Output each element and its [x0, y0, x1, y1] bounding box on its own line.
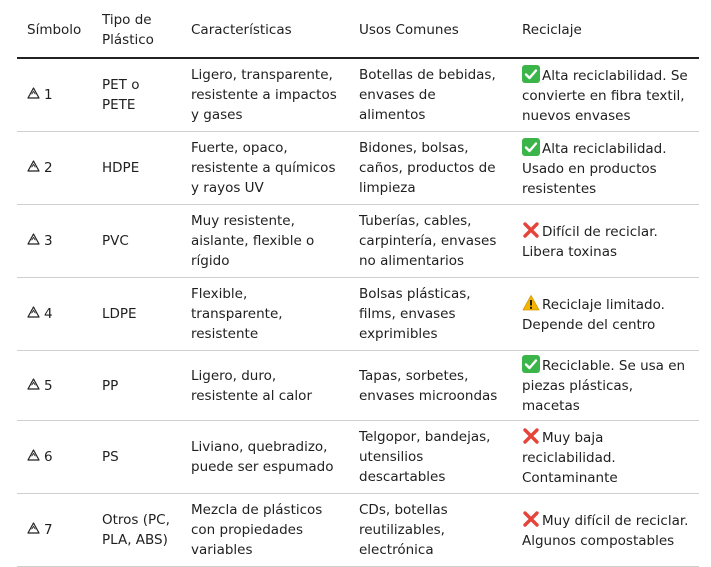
plastic-type-cell: HDPE — [92, 132, 181, 205]
uses-cell: Tuberías, cables, carpintería, envases no alimentarios — [349, 205, 512, 278]
resin-number: 6 — [44, 449, 53, 465]
recycle-triangle-icon — [27, 376, 40, 396]
table-row — [17, 351, 699, 421]
recycling-text: Alta reciclabilidad. Se convierte en fibra textil, nuevos envases — [522, 67, 688, 124]
recycling-text: Difícil de reciclar. Libera toxinas — [522, 223, 658, 260]
symbol-cell — [17, 278, 92, 351]
table-row — [17, 205, 699, 278]
recycling-text: Muy baja reciclabilidad. Contaminante — [522, 429, 618, 486]
recycling-cell — [512, 205, 699, 278]
features-cell: Ligero, transparente, resistente a impactos y gases — [181, 58, 349, 132]
recycle-triangle-icon — [27, 304, 40, 324]
uses-cell: Botellas de bebidas, envases de alimentos — [349, 58, 512, 132]
recycling-text: Alta reciclabilidad. Usado en productos resistentes — [522, 140, 667, 197]
symbol-cell — [17, 205, 92, 278]
resin-number: 3 — [44, 233, 53, 249]
features-cell: Liviano, quebradizo, puede ser espumado — [181, 421, 349, 494]
plastics-table-container — [17, 4, 699, 567]
table-row — [17, 132, 699, 205]
recycling-cell — [512, 132, 699, 205]
symbol-cell — [17, 58, 92, 132]
cross-icon — [522, 224, 542, 240]
plastics-table — [17, 4, 699, 567]
symbol-cell — [17, 421, 92, 494]
recycling-text: Reciclaje limitado. Depende del centro — [522, 296, 665, 333]
recycling-text: Reciclable. Se usa en piezas plásticas, macetas — [522, 358, 686, 414]
resin-number: 4 — [44, 306, 53, 322]
recycling-text: Muy difícil de reciclar. Algunos compostables — [522, 512, 689, 549]
plastic-type-cell: Otros (PC, PLA, ABS) — [92, 494, 181, 567]
symbol-cell — [17, 351, 92, 421]
features-cell: Ligero, duro, resistente al calor — [181, 351, 349, 421]
cross-icon — [522, 430, 542, 446]
symbol-cell — [17, 132, 92, 205]
plastic-type-cell: PS — [92, 421, 181, 494]
recycling-cell — [512, 421, 699, 494]
resin-number: 5 — [44, 377, 53, 394]
header-recycling: Reciclaje — [512, 4, 699, 58]
plastic-type-cell: PP — [92, 351, 181, 421]
resin-number: 2 — [44, 160, 53, 176]
header-uses: Usos Comunes — [349, 4, 512, 58]
uses-cell: Bidones, bolsas, caños, productos de limpieza — [349, 132, 512, 205]
recycling-cell — [512, 58, 699, 132]
check-icon — [522, 68, 542, 84]
recycle-triangle-icon — [27, 231, 40, 251]
check-icon — [522, 141, 542, 157]
features-cell: Flexible, transparente, resistente — [181, 278, 349, 351]
uses-cell: CDs, botellas reutilizables, electrónica — [349, 494, 512, 567]
check-icon — [522, 358, 542, 374]
recycle-triangle-icon — [27, 158, 40, 178]
recycle-triangle-icon — [27, 85, 40, 105]
header-type: Tipo de Plástico — [92, 4, 181, 58]
header-features: Características — [181, 4, 349, 58]
resin-number: 7 — [44, 522, 53, 538]
table-row — [17, 494, 699, 567]
recycling-cell — [512, 278, 699, 351]
features-cell: Fuerte, opaco, resistente a químicos y rayos UV — [181, 132, 349, 205]
uses-cell: Telgopor, bandejas, utensilios descartables — [349, 421, 512, 494]
table-row — [17, 58, 699, 132]
recycle-triangle-icon — [27, 447, 40, 467]
plastic-type-cell: LDPE — [92, 278, 181, 351]
plastic-type-cell: PET o PETE — [92, 58, 181, 132]
resin-number: 1 — [44, 87, 53, 103]
recycling-cell — [512, 351, 699, 421]
uses-cell: Bolsas plásticas, films, envases exprimibles — [349, 278, 512, 351]
cross-icon — [522, 513, 542, 529]
uses-cell: Tapas, sorbetes, envases microondas — [349, 351, 512, 421]
header-symbol: Símbolo — [17, 4, 92, 58]
symbol-cell — [17, 494, 92, 567]
features-cell: Muy resistente, aislante, flexible o rígido — [181, 205, 349, 278]
features-cell: Mezcla de plásticos con propiedades variables — [181, 494, 349, 567]
recycle-triangle-icon — [27, 520, 40, 540]
plastic-type-cell: PVC — [92, 205, 181, 278]
table-row — [17, 278, 699, 351]
table-row — [17, 421, 699, 494]
warning-icon — [522, 297, 542, 313]
recycling-cell — [512, 494, 699, 567]
header-row — [17, 4, 699, 58]
